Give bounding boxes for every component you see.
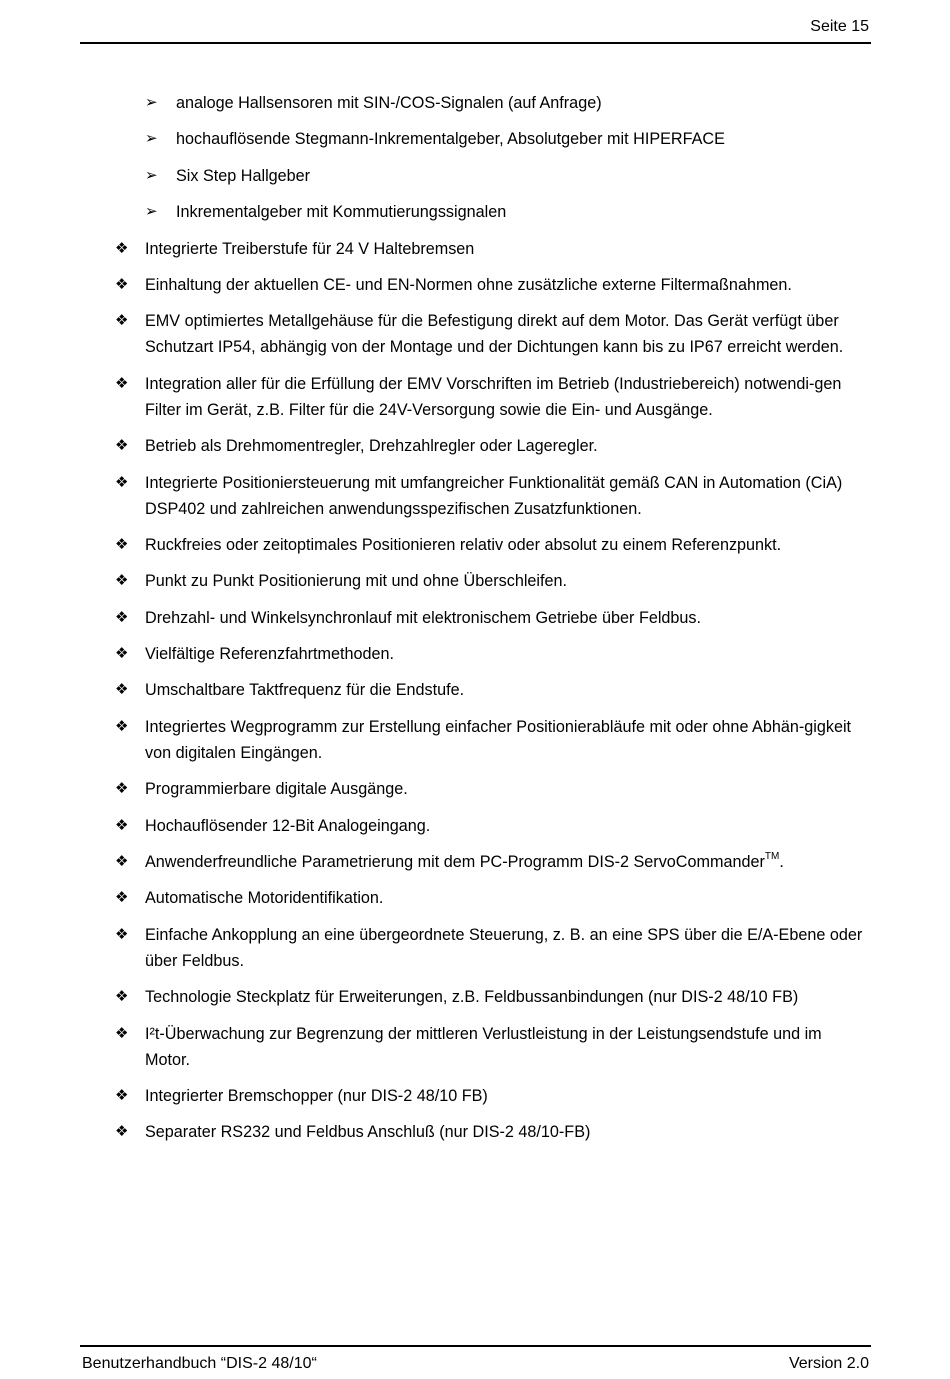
list-item-text: Drehzahl- und Winkelsynchronlauf mit elektronischem Getriebe über Feldbus. [145,608,702,627]
list-item-text: Anwenderfreundliche Parametrierung mit dem PC-Programm DIS-2 ServoCommander [145,853,765,872]
diamond-bullet-icon: ❖ [115,717,129,735]
list-item-text: Hochauflösender 12-Bit Analogeingang. [145,816,431,835]
list-item [0,272,950,298]
list-item-text: Einhaltung der aktuellen CE- und EN-Normen ohne zusätzliche externe Filtermaßnahmen. [145,275,792,294]
diamond-bullet-icon: ❖ [115,780,129,798]
diamond-bullet-icon: ❖ [115,1024,129,1042]
list-item [0,922,950,974]
list-item-text: analoge Hallsensoren mit SIN-/COS-Signalen (auf Anfrage) [176,94,602,112]
diamond-bullet-icon: ❖ [115,374,129,392]
list-item [0,1119,950,1145]
diamond-bullet-icon: ❖ [115,239,129,257]
list-item [0,1083,950,1109]
list-item [0,532,950,558]
list-item-text: I²t-Überwachung zur Begrenzung der mittleren Verlustleistung in der Leistungsendstufe und im Motor. [145,1024,822,1069]
list-item-text: Vielfältige Referenzfahrtmethoden. [145,645,394,664]
diamond-bullet-icon: ❖ [115,925,129,943]
list-item [0,90,950,116]
list-item [0,813,950,839]
list-item-text: hochauflösende Stegmann-Inkrementalgeber, Absolutgeber mit HIPERFACE [176,130,725,149]
list-item-text: Integrierter Bremschopper (nur DIS-2 48/10 FB) [145,1086,488,1105]
arrow-bullet-icon: ➢ [145,130,158,148]
list-item [0,776,950,802]
list-item-end: . [779,853,784,872]
list-item-text: Six Step Hallgeber [176,166,311,185]
diamond-bullet-icon: ❖ [115,608,129,626]
arrow-bullet-icon: ➢ [145,166,158,184]
list-item-text: Separater RS232 und Feldbus Anschluß (nur DIS-2 48/10-FB) [145,1123,591,1142]
list-item-text: Technologie Steckplatz für Erweiterungen, z.B. Feldbussanbindungen (nur DIS-2 48/10 FB) [145,988,799,1007]
list-item [0,199,950,225]
list-item [0,1021,950,1073]
list-item [0,308,950,360]
list-item-text: Programmierbare digitale Ausgänge. [145,780,408,799]
list-item [0,714,950,766]
list-item [0,163,950,189]
list-item [0,849,950,875]
list-item-text: Integrierte Positioniersteuerung mit umfangreicher Funktionalität gemäß CAN in Automation (CiA) DSP402 und zahlreichen anwendungsspezifischen Zusatzfunktionen. [145,473,843,518]
diamond-bullet-icon: ❖ [115,275,129,293]
diamond-bullet-icon: ❖ [115,988,129,1006]
list-item-text: Punkt zu Punkt Positionierung mit und ohne Überschleifen. [145,572,568,591]
list-item-text: Inkrementalgeber mit Kommutierungssignalen [176,203,507,222]
diamond-bullet-icon: ❖ [115,816,129,834]
diamond-bullet-icon: ❖ [115,645,129,663]
trademark-superscript: TM [764,851,780,863]
list-item-text: Integriertes Wegprogramm zur Erstellung einfacher Positionierabläufe mit oder ohne Abhän-gigkeit von digitalen Eingängen. [145,717,852,762]
diamond-bullet-icon: ❖ [115,853,129,871]
diamond-bullet-icon: ❖ [115,535,129,553]
page-footer [80,1345,871,1372]
list-item [0,568,950,594]
page-header [80,0,871,44]
feature-list [0,90,950,1156]
list-item-text: EMV optimiertes Metallgehäuse für die Befestigung direkt auf dem Motor. Das Gerät verfügt über Schutzart IP54, abhängig von der Montage und der Dichtungen kann bis zu IP67 erreicht werden. [145,312,844,357]
list-item [0,984,950,1010]
list-item-text: Integrierte Treiberstufe für 24 V Haltebremsen [145,239,475,258]
list-item [0,605,950,631]
diamond-bullet-icon: ❖ [115,312,129,330]
list-item [0,677,950,703]
list-item-text: Ruckfreies oder zeitoptimales Positionieren relativ oder absolut zu einem Referenzpunkt. [145,535,782,554]
diamond-bullet-icon: ❖ [115,437,129,455]
list-item [0,126,950,152]
arrow-bullet-icon: ➢ [145,94,158,111]
list-item [0,433,950,459]
list-item [0,371,950,423]
diamond-bullet-icon: ❖ [115,473,129,491]
diamond-bullet-icon: ❖ [115,572,129,590]
list-item-text: Integration aller für die Erfüllung der EMV Vorschriften im Betrieb (Industriebereich) notwendi-gen Filter im Gerät, z.B. Filter für die 24V-Versorgung sowie die Ein- und Ausgänge. [145,374,842,419]
document-title: Benutzerhandbuch “DIS-2 48/10“ [82,1355,317,1372]
arrow-bullet-icon: ➢ [145,203,158,221]
list-item [0,236,950,262]
list-item-text: Umschaltbare Taktfrequenz für die Endstufe. [145,681,465,700]
page-number: Seite 15 [810,18,869,35]
diamond-bullet-icon: ❖ [115,1123,129,1141]
list-item-text: Einfache Ankopplung an eine übergeordnete Steuerung, z. B. an eine SPS über die E/A-Ebene oder über Feldbus. [145,925,863,970]
document-version: Version 2.0 [788,1355,869,1372]
diamond-bullet-icon: ❖ [115,681,129,699]
list-item [0,470,950,522]
list-item [0,641,950,667]
diamond-bullet-icon: ❖ [115,889,129,907]
list-item-text: Betrieb als Drehmomentregler, Drehzahlregler oder Lageregler. [145,437,598,456]
list-item [0,885,950,911]
diamond-bullet-icon: ❖ [115,1086,129,1104]
list-item-text: Automatische Motoridentifikation. [145,889,384,908]
